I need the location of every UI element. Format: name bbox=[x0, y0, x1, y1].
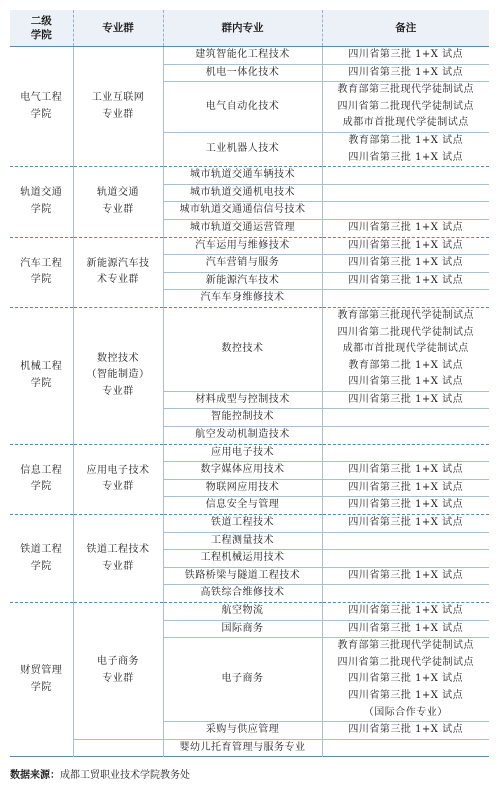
notes-cell bbox=[322, 515, 489, 533]
note-line: 成都市首批现代学徒制试点 bbox=[342, 343, 469, 355]
note-line: 四川省第三批 1+X 试点 bbox=[348, 689, 464, 701]
major-cell: 城市轨道交通机电技术 bbox=[163, 184, 322, 202]
notes-cell bbox=[322, 444, 489, 462]
notes-cell bbox=[322, 603, 489, 621]
note-line: 教育部第二批 1+X 试点 bbox=[348, 134, 464, 146]
major-cell: 航空发动机制造技术 bbox=[163, 427, 322, 445]
group-cell: 轨道交通 专业群 bbox=[73, 167, 163, 237]
note-line: 四川省第三批 1+X 试点 bbox=[348, 673, 464, 685]
notes-cell bbox=[322, 722, 489, 740]
notes-cell bbox=[322, 184, 489, 202]
major-cell: 电子商务 bbox=[163, 638, 322, 722]
data-source bbox=[10, 766, 190, 781]
college-cell: 铁道工程 学院 bbox=[10, 515, 73, 603]
notes-cell bbox=[322, 620, 489, 638]
note-line: 四川省第三批 1+X 试点 bbox=[348, 517, 464, 529]
notes-cell bbox=[322, 202, 489, 220]
document bbox=[10, 10, 489, 757]
note-line: 教育部第三批现代学徒制试点 bbox=[337, 84, 474, 96]
major-cell: 应用电子技术 bbox=[163, 444, 322, 462]
group-cell: 铁道工程技术 专业群 bbox=[73, 515, 163, 603]
major-cell: 信息安全与管理 bbox=[163, 497, 322, 515]
major-cell: 铁道工程技术 bbox=[163, 515, 322, 533]
note-line: 四川省第三批 1+X 试点 bbox=[348, 393, 464, 405]
notes-cell bbox=[322, 550, 489, 568]
note-line: 四川省第三批 1+X 试点 bbox=[348, 464, 464, 476]
note-line: 教育部第二批 1+X 试点 bbox=[348, 359, 464, 371]
major-cell: 数控技术 bbox=[163, 307, 322, 391]
major-cell: 材料成型与控制技术 bbox=[163, 391, 322, 409]
notes-cell bbox=[322, 585, 489, 603]
notes-cell bbox=[322, 409, 489, 427]
data-source-label: 数据来源： bbox=[10, 770, 60, 781]
major-cell: 工业机器人技术 bbox=[163, 132, 322, 166]
group-cell bbox=[73, 739, 163, 757]
note-line: 四川省第三批 1+X 试点 bbox=[348, 239, 464, 251]
note-line: （国际合作专业） bbox=[363, 706, 448, 718]
note-line: 四川省第三批 1+X 试点 bbox=[348, 569, 464, 581]
note-line: 四川省第二批现代学徒制试点 bbox=[337, 656, 474, 668]
notes-cell bbox=[322, 290, 489, 308]
table-row bbox=[10, 739, 489, 757]
notes-cell bbox=[322, 391, 489, 409]
notes-cell bbox=[322, 479, 489, 497]
major-cell: 国际商务 bbox=[163, 620, 322, 638]
college-cell: 电气工程 学院 bbox=[20, 91, 63, 120]
table-row bbox=[10, 167, 489, 185]
table-row bbox=[10, 237, 489, 255]
major-cell: 航空物流 bbox=[163, 603, 322, 621]
major-cell: 汽车车身维修技术 bbox=[163, 290, 322, 308]
major-cell: 电气自动化技术 bbox=[163, 82, 322, 133]
college-cell: 机械工程 学院 bbox=[10, 307, 73, 444]
table-body bbox=[10, 47, 489, 757]
major-cell: 机电一体化技术 bbox=[163, 64, 322, 82]
notes-cell bbox=[322, 255, 489, 273]
college-cell: 信息工程 学院 bbox=[10, 444, 73, 514]
college-cell: 轨道交通 学院 bbox=[10, 167, 73, 237]
major-cell: 工程测量技术 bbox=[163, 532, 322, 550]
note-line: 四川省第三批 1+X 试点 bbox=[348, 481, 464, 493]
note-line: 四川省第三批 1+X 试点 bbox=[348, 49, 464, 60]
header-college: 二级 学院 bbox=[10, 10, 73, 47]
major-cell: 城市轨道交通通信信号技术 bbox=[163, 202, 322, 220]
table-row bbox=[10, 515, 489, 533]
header-notes: 备注 bbox=[322, 10, 489, 47]
notes-cell bbox=[322, 638, 489, 722]
major-cell: 采购与供应管理 bbox=[163, 722, 322, 740]
notes-cell bbox=[322, 167, 489, 185]
major-cell: 高铁综合维修技术 bbox=[163, 585, 322, 603]
major-cell: 城市轨道交通车辆技术 bbox=[163, 167, 322, 185]
data-source-text: 成都工贸职业技术学院教务处 bbox=[60, 770, 190, 781]
note-line: 四川省第二批现代学徒制试点 bbox=[337, 100, 474, 112]
note-line: 成都市首批现代学徒制试点 bbox=[342, 117, 469, 129]
notes-cell bbox=[322, 237, 489, 255]
notes-cell bbox=[322, 427, 489, 445]
notes-cell bbox=[322, 272, 489, 290]
note-line: 四川省第三批 1+X 试点 bbox=[348, 622, 464, 634]
notes-cell bbox=[322, 497, 489, 515]
notes-cell bbox=[322, 82, 489, 133]
note-line: 四川省第二批现代学徒制试点 bbox=[337, 326, 474, 338]
notes-cell bbox=[322, 219, 489, 237]
header-group: 专业群 bbox=[73, 10, 163, 47]
note-line: 四川省第三批 1+X 试点 bbox=[348, 221, 464, 233]
major-cell: 城市轨道交通运营管理 bbox=[163, 219, 322, 237]
table-row bbox=[10, 444, 489, 462]
notes-cell bbox=[322, 462, 489, 480]
group-cell: 电子商务 专业群 bbox=[73, 603, 163, 740]
notes-cell bbox=[322, 307, 489, 391]
major-cell: 智能控制技术 bbox=[163, 409, 322, 427]
header-major: 群内专业 bbox=[163, 10, 322, 47]
major-cell: 铁路桥梁与隧道工程技术 bbox=[163, 567, 322, 585]
note-line: 四川省第三批 1+X 试点 bbox=[348, 257, 464, 269]
header-row bbox=[10, 10, 489, 47]
notes-cell bbox=[322, 567, 489, 585]
group-cell: 数控技术 （智能制造） 专业群 bbox=[73, 307, 163, 444]
majors-table bbox=[10, 10, 489, 757]
group-cell: 新能源汽车技 术专业群 bbox=[73, 237, 163, 307]
major-cell: 新能源汽车技术 bbox=[163, 272, 322, 290]
group-cell: 应用电子技术 专业群 bbox=[73, 444, 163, 514]
note-line: 四川省第三批 1+X 试点 bbox=[348, 151, 464, 163]
notes-cell bbox=[322, 739, 489, 757]
note-line: 四川省第三批 1+X 试点 bbox=[348, 499, 464, 511]
major-cell: 汽车营销与服务 bbox=[163, 255, 322, 273]
major-cell: 数字媒体应用技术 bbox=[163, 462, 322, 480]
note-line: 教育部第三批现代学徒制试点 bbox=[337, 309, 474, 321]
note-line: 四川省第三批 1+X 试点 bbox=[348, 605, 464, 616]
note-line: 四川省第三批 1+X 试点 bbox=[348, 724, 464, 736]
major-cell: 建筑智能化工程技术 bbox=[163, 47, 322, 65]
note-line: 四川省第三批 1+X 试点 bbox=[348, 376, 464, 388]
notes-cell bbox=[322, 64, 489, 82]
major-cell: 汽车运用与维修技术 bbox=[163, 237, 322, 255]
note-line: 四川省第三批 1+X 试点 bbox=[348, 66, 464, 78]
table-row bbox=[10, 603, 489, 621]
table-row bbox=[10, 307, 489, 391]
college-cell: 财贸管理 学院 bbox=[10, 603, 73, 757]
major-cell: 工程机械运用技术 bbox=[163, 550, 322, 568]
group-cell: 工业互联网 专业群 bbox=[73, 47, 163, 167]
notes-cell bbox=[322, 47, 489, 65]
note-line: 四川省第三批 1+X 试点 bbox=[348, 274, 464, 286]
major-cell: 物联网应用技术 bbox=[163, 479, 322, 497]
notes-cell bbox=[322, 132, 489, 166]
major-cell: 婴幼儿托育管理与服务专业 bbox=[163, 739, 322, 757]
notes-cell bbox=[322, 532, 489, 550]
table-row bbox=[10, 47, 489, 65]
note-line: 教育部第三批现代学徒制试点 bbox=[337, 640, 474, 652]
college-cell: 汽车工程 学院 bbox=[10, 237, 73, 307]
